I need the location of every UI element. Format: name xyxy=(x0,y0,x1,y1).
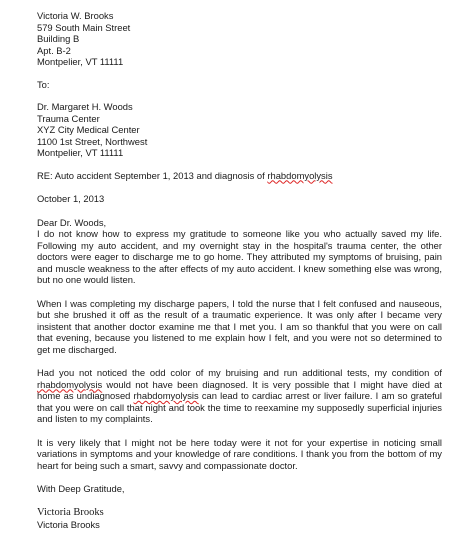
p3-part-c: can lead to cardiac arrest or liver failure. I am so grateful that you were on call that night and took the time to reexamine my supposedly superficial injuries and listen to my complaints. xyxy=(37,390,442,424)
paragraph-4: It is very likely that I might not be here today were it not for your expertise in noticing small variations in symptoms and your knowledge of rare conditions. I thank you from the bottom of my heart for being such a smart, savvy and compassionate doctor. xyxy=(37,436,442,471)
sender-street: 579 South Main Street xyxy=(37,21,131,33)
sender-address xyxy=(37,10,442,68)
sender-city: Montpelier, VT 11111 xyxy=(37,56,124,67)
sender-name: Victoria W. Brooks xyxy=(37,10,114,21)
p3-part-b: would not have been diagnosed. It is very possible that I might have died at home as undiagnosed xyxy=(37,378,442,401)
recipient-street: 1100 1st Street, Northwest xyxy=(37,135,148,147)
sender-apt: Apt. B-2 xyxy=(37,44,71,56)
recipient-dept: Trauma Center xyxy=(37,112,100,124)
letter-date: October 1, 2013 xyxy=(37,193,105,204)
subject-term: rhabdomyolysis xyxy=(267,169,333,181)
signature: Victoria Brooks xyxy=(37,506,104,518)
paragraph-3 xyxy=(37,367,442,425)
sender-building: Building B xyxy=(37,33,80,44)
recipient-city: Montpelier, VT 11111 xyxy=(37,147,124,158)
paragraph-2: When I was completing my discharge papers, I told the nurse that I felt confused and nauseous, but she brushed it off as the result of a traumatic experience. It was only after I became very insistent that another doctor examine me that I met you. I am so thankful that you were on call that evening, because you listened to me explain how I felt, and you were not so determined to get me discharged. xyxy=(37,297,442,355)
paragraph-1: I do not know how to express my gratitude to someone like you who actually saved my life. Following my auto accident, and my overnight stay in the hospital's trauma center, the other doctors were eager to discharge me to go home. They attributed my symptoms of bruising, pain and muscle weakness to the after effects of my auto accident. I knew something else was wrong, but no one would listen. xyxy=(37,228,442,285)
printed-name: Victoria Brooks xyxy=(37,518,100,530)
recipient-org: XYZ City Medical Center xyxy=(37,124,140,135)
p3-part-a: Had you not noticed the odd color of my bruising and run additional tests, my condition of xyxy=(37,367,442,378)
recipient-address xyxy=(37,101,442,159)
to-label: To: xyxy=(37,78,50,90)
recipient-name: Dr. Margaret H. Woods xyxy=(37,101,133,112)
subject-prefix: RE: Auto accident September 1, 2013 and diagnosis of xyxy=(37,169,268,181)
p3-term-2: rhabdomyolysis xyxy=(133,390,199,401)
salutation: Dear Dr. Woods, xyxy=(37,216,107,228)
subject-line xyxy=(37,170,442,182)
p3-term-1: rhabdomyolysis xyxy=(37,378,103,390)
closing: With Deep Gratitude, xyxy=(37,483,125,494)
